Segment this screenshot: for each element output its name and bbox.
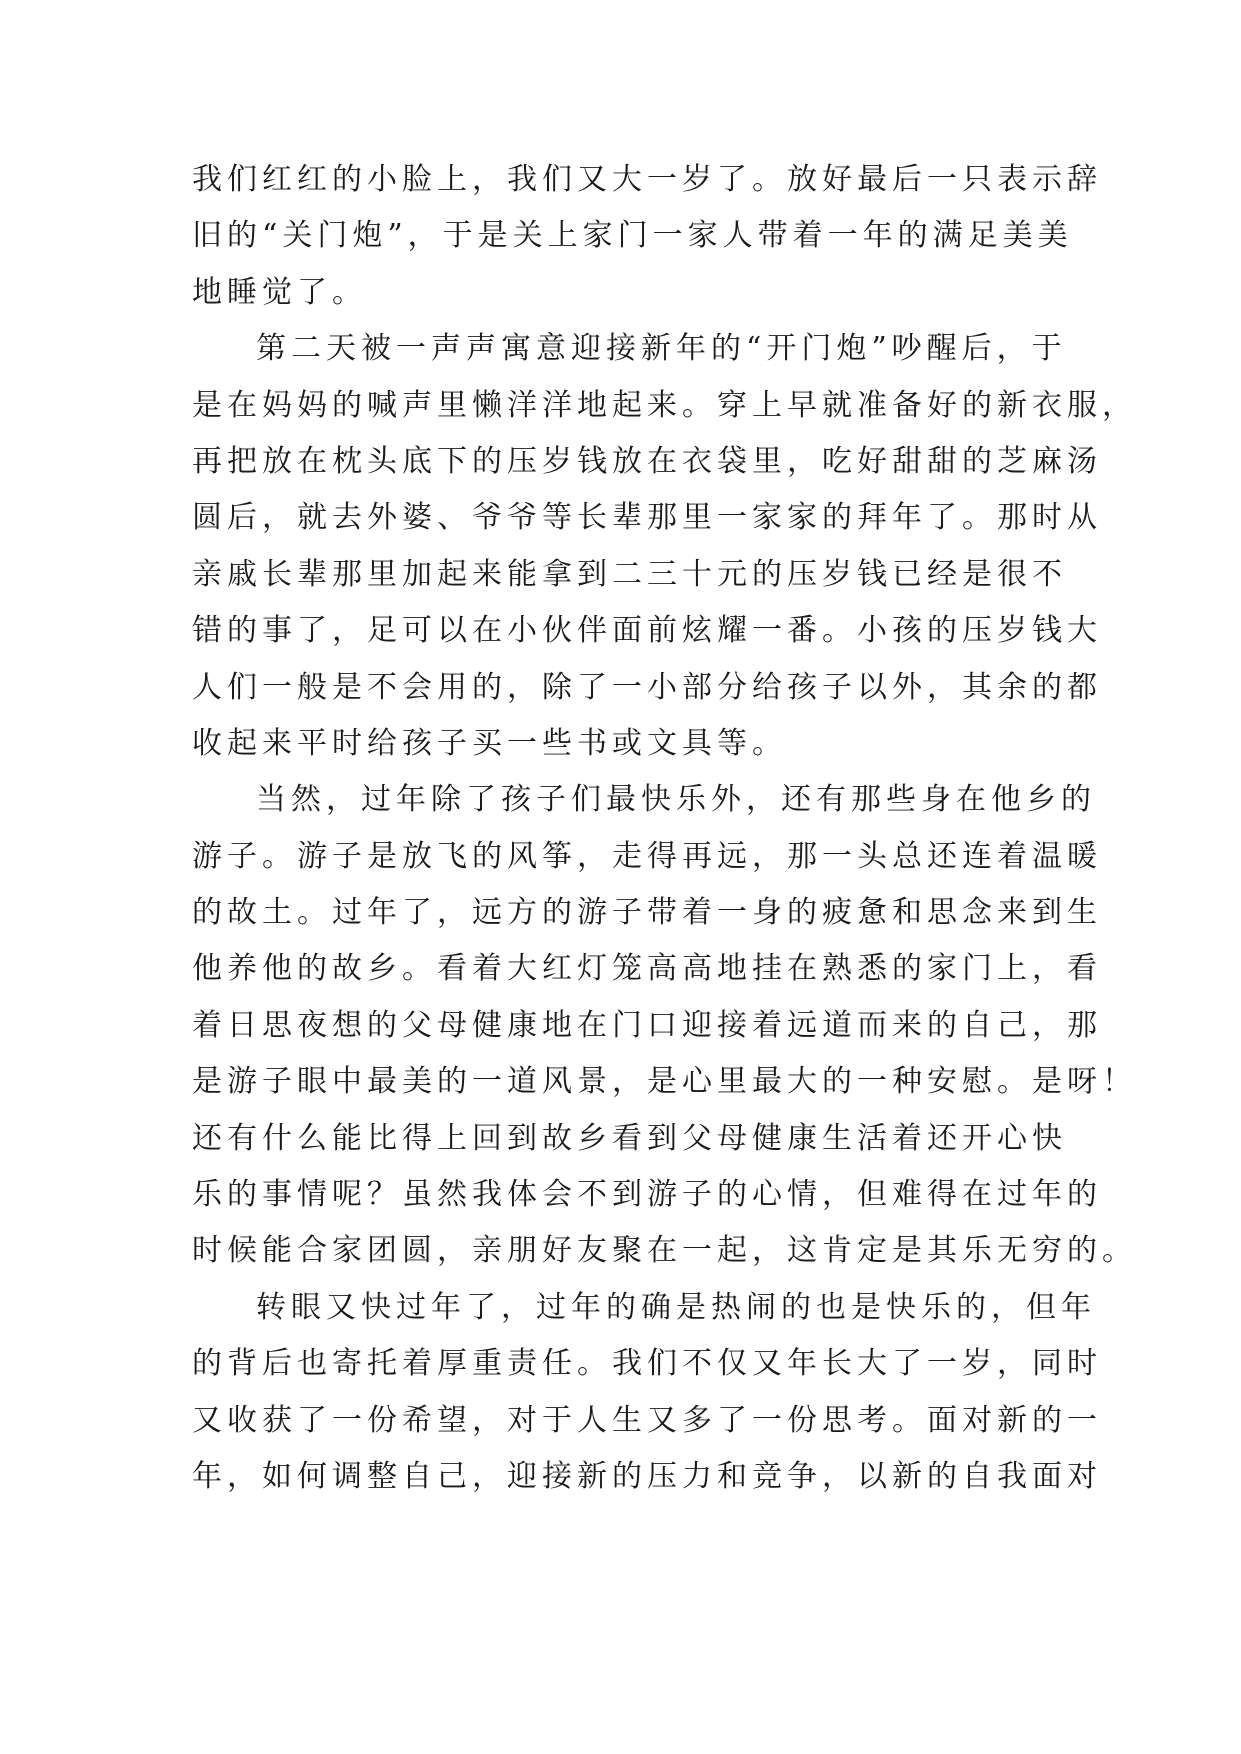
text-line: 地睡觉了。 — [192, 274, 367, 310]
text-line: 我们红红的小脸上，我们又大一岁了。放好最后一只表示辞 — [192, 162, 1102, 197]
text-line: 再把放在枕头底下的压岁钱放在衣袋里，吃好甜甜的芝麻汤 — [192, 443, 1102, 479]
document-body — [192, 152, 1137, 1505]
text-line: 的背后也寄托着厚重责任。我们不仅又年长大了一岁，同时 — [192, 1346, 1102, 1382]
text-line: 又收获了一份希望，对于人生又多了一份思考。面对新的一 — [192, 1402, 1102, 1438]
text-line: 第二天被一声声寓意迎接新年的“开门炮”吵醒后，于 — [256, 331, 1067, 367]
text-line: 游子。游子是放飞的风筝，走得再远，那一头总还连着温暖 — [192, 838, 1102, 874]
text-line: 还有什么能比得上回到故乡看到父母健康生活着还开心快 — [192, 1120, 1067, 1156]
text-line: 是在妈妈的喊声里懒洋洋地起来。穿上早就准备好的新衣服， — [192, 387, 1137, 423]
text-line: 人们一般是不会用的，除了一小部分给孩子以外，其余的都 — [192, 669, 1102, 705]
text-line: 的故土。过年了，远方的游子带着一身的疲惫和思念来到生 — [192, 895, 1102, 931]
text-line: 圆后，就去外婆、爷爷等长辈那里一家家的拜年了。那时从 — [192, 500, 1102, 536]
text-line: 乐的事情呢？虽然我体会不到游子的心情，但难得在过年的 — [192, 1177, 1102, 1213]
text-line: 他养他的故乡。看着大红灯笼高高地挂在熟悉的家门上，看 — [192, 951, 1102, 987]
text-line: 时候能合家团圆，亲朋好友聚在一起，这肯定是其乐无穷的。 — [192, 1233, 1137, 1269]
text-line: 着日思夜想的父母健康地在门口迎接着远道而来的自己，那 — [192, 1007, 1102, 1043]
text-line: 亲戚长辈那里加起来能拿到二三十元的压岁钱已经是很不 — [192, 556, 1067, 592]
text-line: 错的事了，足可以在小伙伴面前炫耀一番。小孩的压岁钱大 — [192, 613, 1102, 649]
text-line: 旧的“关门炮”，于是关上家门一家人带着一年的满足美美 — [192, 218, 1073, 254]
text-line: 收起来平时给孩子买一些书或文具等。 — [192, 725, 787, 761]
text-line: 转眼又快过年了，过年的确是热闹的也是快乐的，但年 — [256, 1289, 1096, 1325]
text-line: 当然，过年除了孩子们最快乐外，还有那些身在他乡的 — [256, 782, 1096, 818]
text-line: 年，如何调整自己，迎接新的压力和竞争，以新的自我面对 — [192, 1458, 1102, 1494]
text-line: 是游子眼中最美的一道风景，是心里最大的一种安慰。是呀！ — [192, 1064, 1137, 1100]
